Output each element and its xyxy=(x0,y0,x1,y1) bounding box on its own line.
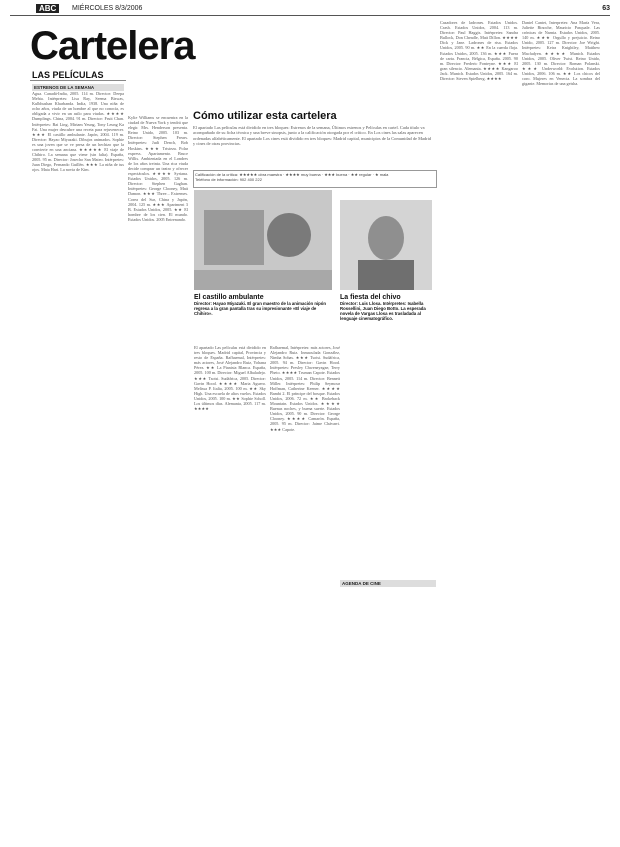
caption-title-2: La fiesta del chivo xyxy=(340,294,401,301)
caption-title-1: El castillo ambulante xyxy=(194,294,264,301)
caption-body-2: Director: Luis Llosa. Intérpretes: Isabella Rossellini, Juan Diego Botto. La esperada novela de Vargas Llosa es trasladada al lenguaje cinematográfico. xyxy=(340,301,426,321)
section-title: LAS PELÍCULAS xyxy=(32,70,104,80)
photo-caption-2 xyxy=(340,294,432,321)
column-4 xyxy=(270,345,340,820)
estrenos-header: ESTRENOS DE LA SEMANA xyxy=(32,84,124,91)
how-to-use-title: Cómo utilizar esta cartelera xyxy=(193,110,337,122)
page-header xyxy=(10,4,610,16)
rating-legend-line-2: Teléfono de información: 902 400 222 xyxy=(195,177,262,182)
page-number: 63 xyxy=(602,5,610,12)
newspaper-logo: ABC xyxy=(36,4,59,13)
column-4-text: Rafhaemal, Intérpretes: más actores, José Alejandro Ruiz. Inmaculada González, Nimba Sobas. ★★★ Tsotsi. Sudáfrica, 2005. 94 m. Director: Gavin Hood. Intérpretes: Presley Chweneyagae, Terry Pheto. ★★★★ Truman Capote. Estados Unidos, 2005. 114 m. Director: Bennett Miller. Intérpretes: Philip Seymour Hoffman, Catherine Keener. ★★★★ Bambi 2. El príncipe del bosque. Estados Unidos, 2006. 72 m. ★★ Brokeback Mountain. Estados Unidos. ★★★★ Buenas noches, y buena suerte. Estados Unidos, 2005. 90 m. Director: George Clooney. ★★★★ Camarón. España, 2005. 95 m. Director: Jaime Chávarri. ★★★ Capote. xyxy=(270,345,340,432)
column-6 xyxy=(522,20,600,820)
agenda-header: AGENDA DE CINE xyxy=(340,580,436,587)
column-6-text: Daniel Cantet, Interpretes: Ana María Vera, Juliette Binoche, Mauricio Pasquale. Las crónicas de Narnia. Estados Unidos, 2005. 140 m. ★★★ Orgullo y prejuicio. Reino Unido, 2005. 127 m. Director: Joe Wright. Intérpretes: Keira Knightley, Matthew Macfadyen. ★★★★ Munich. Estados Unidos, 2005. Oliver Twist. Reino Unido, 2005. 130 m. Director: Roman Polanski. ★★★ Underworld: Evolution. Estados Unidos, 2006. 106 m. ★★ Los chicos del coro. Mujeres en Venecia. La sombra del gigante. Memorias de una geisha. xyxy=(522,20,600,87)
column-1 xyxy=(32,84,124,819)
rating-legend-line-1: Calificación de la crítica: ★★★★★ obra maestra · ★★★★ muy buena · ★★★ buena · ★★ regular · ★ mala xyxy=(195,172,389,177)
divider xyxy=(30,80,126,81)
column-3-text: El apartado Las películas está dividido en tres bloques. Madrid capital, Provincia y resto de España. Rafhaemal, Intérpretes: más actores, José Alejandro Ruiz, Yohana Pérez. ★★ La Pianista Blanca. España, 2005. 100 m. Director: Miguel Albaladejo. ★★★ Tsotsi. Sudáfrica, 2005. Director: Gavin Hood. ★★★★ Maria Aguero. Melissa P. Italia, 2005. 100 m. ★★ Sky High. Una escuela de altos vuelos. Estados Unidos, 2005. 100 m. ★★ Sophie Scholl. Los últimos días. Alemania, 2005. 117 m. ★★★★ xyxy=(194,345,266,412)
how-to-use-body: El apartado Las películas está dividido en tres bloques: Estrenos de la semana, Últimos estrenos y Películas en cartel. Cada título va acompañado de su ficha técnica y una breve sinopsis, junto a la calificación otorgada por el crítico. En Los cines las salas aparecen ordenadas alfabéticamente. El apartado Los cines está dividido en tres bloques: Madrid capital, municipios de la Comunidad de Madrid y cines de otras provincias. xyxy=(193,125,431,146)
page-title: Cartelera xyxy=(30,24,195,68)
photo-castillo-ambulante xyxy=(194,190,332,290)
column-2-text: Kylie Williams se encuentra en la ciudad de Nueva York y tendrá que elegir. Mrs. Henderson presenta. Reino Unido, 2005. 103 m. Director: Stephen Frears. Intérpretes: Judi Dench, Bob Hoskins. ★★★ Tristeza. Polar express. Apartamento. Bruce Willis. Ambientada en el Londres de los años treinta. Una rica viuda decide comprar un teatro y ofrecer espectáculos. ★★★★ Syriana. Estados Unidos, 2005. 126 m. Director: Stephen Gaghan. Intérpretes: George Clooney, Matt Damon. ★★★ Three... Extremes. Corea del Sur, China y Japón, 2004. 125 m. ★★★ Apartment 3 B. Estados Unidos, 2005. ★★ El hombre de los cien. El mundo. Estados Unidos. 2005 Entrenando. xyxy=(128,115,188,222)
portrait-image xyxy=(340,200,432,290)
issue-date: MIÉRCOLES 8/3/2006 xyxy=(72,5,143,12)
column-5 xyxy=(440,20,518,820)
how-to-use-box xyxy=(193,110,433,146)
illustration-image xyxy=(194,190,332,290)
column-2 xyxy=(128,115,188,820)
rating-legend xyxy=(193,170,437,188)
caption-body-1: Director: Hayao Miyazaki. El gran maestro de la animación nipón regresa a la gran pantalla tras su impresionante «El viaje de Chihiro». xyxy=(194,301,327,316)
column-5-text: Cazadores de ladrones. Estados Unidos. Crash. Estados Unidos, 2004. 113 m. Director: Paul Haggis. Intérpretes: Sandra Bullock, Don Cheadle, Matt Dillon. ★★★★ Dick y Jane. Ladrones de risa. Estados Unidos, 2005. 90 m. ★★ En la cuerda floja. Estados Unidos, 2005. 136 m. ★★★ Fuera de carta. Francia, Bélgica, España. 2005. 90 m. Director: Frederic Fonteyne. ★★★ El gran silencio. Alemania. ★★★★ Kangaroo Jack. Munich. Estados Unidos, 2005. 164 m. Director: Steven Spielberg. ★★★★ xyxy=(440,20,518,82)
column-1-text: Agua. Canadá-India, 2005. 114 m. Director: Deepa Mehta. Intérpretes: Lisa Ray, Seema Biswas, Kulbhushan Kharbanda. India, 1938. Una niña de ocho años, viuda de un hombre al que no conocía, es obligada a vivir en un asilo para viudas. ★★★★ Dumplings. China, 2004. 91 m. Director: Fruit Chan. Intérpretes: Bai Ling, Miriam Yeung, Tony Leung Ka Fai. Una mujer descubre una receta para rejuvenecer. ★★★ El castillo ambulante. Japón, 2004. 119 m. Director: Hayao Miyazaki. Dibujos animados. Sophie es una joven que se ve presa de un hechizo que la convierte en una anciana. ★★★★★ El viaje de Chihiro. La semana que viene (sin falta). España, 2005. 95 m. Director: Josecho San Mateo. Intérpretes: Juan Diego, Fernando Guillén. ★★★ La niña de tus ojos. Mata Hari. La novia de Kim. xyxy=(32,91,124,173)
photo-fiesta-del-chivo xyxy=(340,200,432,290)
column-3 xyxy=(194,345,266,820)
photo-caption-1 xyxy=(194,294,332,316)
